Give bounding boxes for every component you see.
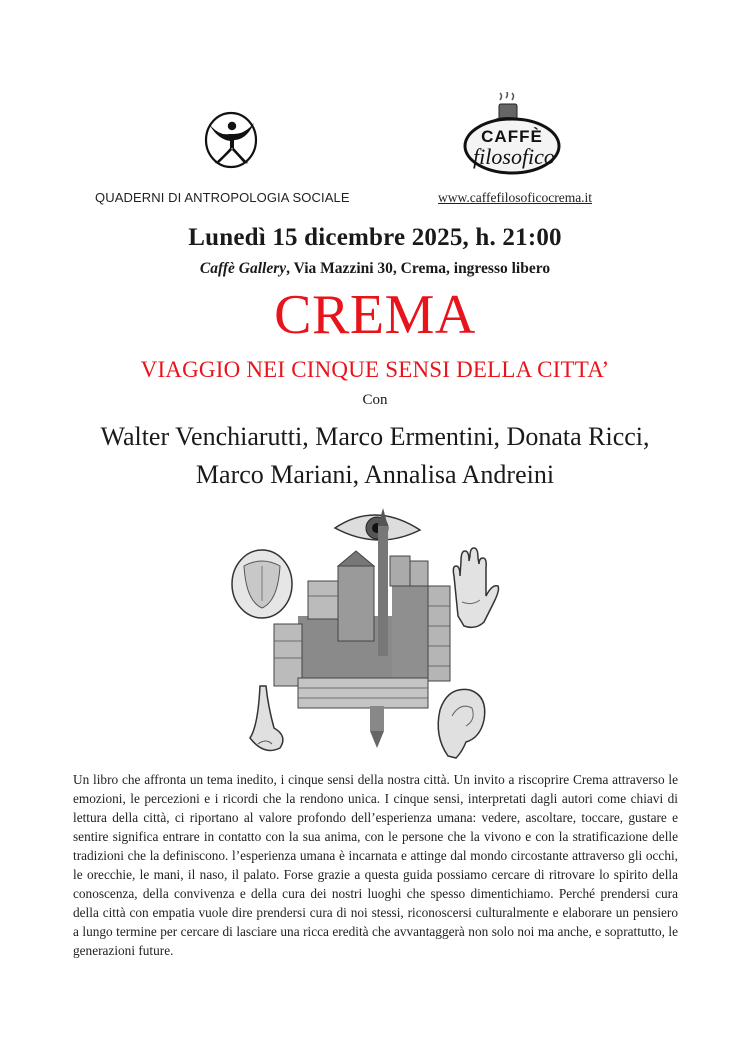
caffe-filosofico-logo-icon bbox=[462, 92, 562, 184]
venue-name: Caffè Gallery bbox=[199, 260, 287, 277]
city-collage bbox=[274, 508, 450, 748]
five-senses-illustration bbox=[230, 506, 522, 764]
mouth-tongue-icon bbox=[232, 550, 292, 618]
event-venue bbox=[0, 260, 750, 278]
main-title: CREMA bbox=[274, 284, 476, 346]
organization-label: QUADERNI DI ANTROPOLOGIA SOCIALE bbox=[95, 190, 350, 205]
svg-text:filosofico: filosofico bbox=[473, 144, 555, 169]
authors-line-1: Walter Venchiarutti, Marco Ermentini, Donata Ricci, bbox=[100, 422, 650, 451]
hand-icon bbox=[453, 548, 498, 627]
authors bbox=[0, 418, 750, 494]
website-link[interactable]: www.caffefilosoficocrema.it bbox=[438, 190, 593, 205]
subtitle: VIAGGIO NEI CINQUE SENSI DELLA CITTA’ bbox=[140, 357, 610, 382]
nose-icon bbox=[250, 686, 283, 750]
anthropology-logo bbox=[201, 104, 261, 174]
eye-icon bbox=[335, 515, 420, 540]
svg-text:CAFFÈ: CAFFÈ bbox=[481, 127, 543, 146]
venue-address: , Via Mazzini 30, Crema, ingresso libero bbox=[286, 260, 551, 277]
event-date-time: Lunedì 15 dicembre 2025, h. 21:00 bbox=[188, 224, 562, 251]
vitruvian-figure-circle-icon bbox=[201, 104, 261, 174]
ear-icon bbox=[438, 689, 485, 758]
description-paragraph: Un libro che affronta un tema inedito, i cinque sensi della nostra città. Un invito a riscoprire Crema attraverso le emozioni, le percezioni e i ricordi che la rendono unica. I cinque sensi, interpretati dagli autori come chiavi di lettura della città, ci riportano al valore profondo dell’esperienza umana: vedere, ascoltare, toccare, gustare e sentire significa entrare in contatto con la sua anima, con le persone che la vivono e con la stratificazione delle tradizioni che la definiscono. l’esperienza umana è incarnata e attinge dal mondo circostante attraverso gli occhi, le orecchie, le mani, il naso, il palato. Forse grazie a questa guida possiamo cercare di ritrovare lo spirito della conoscenza, della convivenza e della cura dei nostri luoghi che spesso dimentichiamo. Perché prendersi cura della città con empatia vuole dire prendersi cura di noi stessi, riconoscersi culturalmente e elaborare un pensiero a lungo termine per cercare di lasciare una ricca eredità che avvantaggerà non solo noi ma anche, e soprattutto, le generazioni future. bbox=[73, 772, 678, 958]
with-label: Con bbox=[362, 392, 388, 408]
caffe-filosofico-logo bbox=[462, 92, 562, 184]
authors-line-2: Marco Mariani, Annalisa Andreini bbox=[195, 460, 555, 489]
